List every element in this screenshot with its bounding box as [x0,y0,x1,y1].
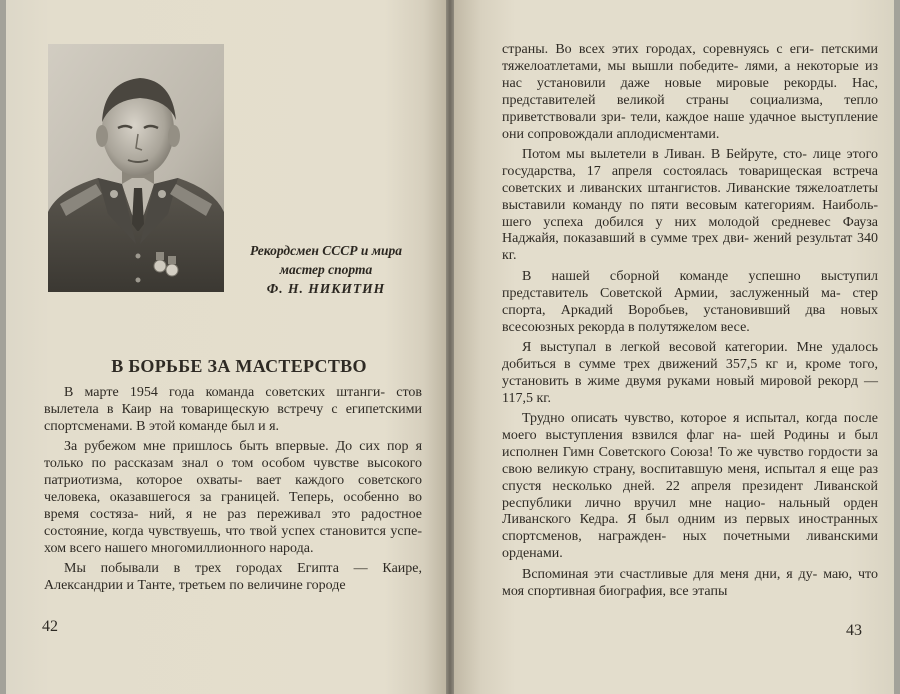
paragraph [44,561,422,595]
paragraph [502,147,878,265]
text-line: два новых всесоюзных рекорда в полутяжелом [502,302,879,335]
paragraph [44,439,422,557]
text-line: страну, воспитавшую меня, испытал я еще раз [593,461,878,477]
right-page [454,0,894,694]
text-line: весе. [720,319,750,335]
text-line: Александрии и Танте, третьем по величине городе [44,577,346,593]
page-number: 43 [846,622,862,639]
text-line: За рубежом мне пришлось быть впервые. До [64,439,353,455]
text-line: новый мировой рекорд — 117,5 кг. [502,373,878,406]
text-line: Потом мы вылетели в Ливан. В Бейруте, сто- [522,146,807,162]
text-line: Мы побывали в трех городах Египта — Каире, [64,561,422,577]
page-number: 42 [42,618,58,635]
text-line: штангистов. Ливанские тяжелоатлеты выставили [502,180,878,213]
text-line: спустя несколько дней. 22 апреля президент [502,478,804,494]
text-line: и, кроме того, установить в жиме двумя руками [502,356,878,389]
paragraph [502,269,878,337]
text-line: мировые рекорды. Нас, представителей великой [502,75,878,108]
text-line: стов вылетела в Каир на товарищескую встречу [44,385,422,417]
paragraph [502,340,878,408]
text-line: хом всего нашего многомиллионного народа. [44,540,314,556]
text-line: лями, а некоторые из нас установили даже новые [502,58,879,91]
author-portrait-photo [48,44,224,292]
text-line: шего успеха добился у них молодой средневес [502,214,831,230]
text-line: петскими тяжелоатлетами, мы вышли победите- [502,42,878,74]
text-line: Вспоминая эти счастливые для меня дни, я ду- [522,566,818,582]
text-line: ний, я не раз переживал это радостное состояние, [44,506,423,539]
paragraph [502,42,878,143]
text-line: Я выступал в легкой весовой категории. Мне [522,339,823,355]
paragraph [44,385,422,436]
chapter-title: В БОРЬБЕ ЗА МАСТЕРСТВО [111,356,367,376]
text-line: представитель Советской Армии, заслуженный ма- [502,285,841,301]
text-line: Ливанской республики лично вручил мне нацио- [502,478,879,511]
text-line: с египетскими спортсменами. В этой команде [44,401,423,434]
left-page-body [44,385,422,595]
text-line: ных почетными ливанскими орденами. [502,529,879,562]
text-line: когда после моего выступления взвился флаг на- [502,411,878,443]
text-line: чувстве высокого патриотизма, которое охваты- [44,456,422,489]
caption-rank: мастер спорта [279,262,373,277]
text-line: Фауза Наджайя, показавший в сумме трех дви- [502,214,879,247]
text-line: за границей. Теперь, особенно во время состяза- [44,489,423,522]
text-line: страны социализма, тепло приветствовали зри- [502,92,879,125]
text-line: товарищеская встреча советских и ливанских [502,163,878,196]
text-line: жений результат 340 кг. [502,231,879,264]
text-line: удалось добиться в сумме трех движений 357,5 кг [502,339,878,372]
right-page-body [502,42,878,601]
text-line: сих пор я только по рассказам знал о том особом [44,439,423,472]
text-line: команду по пяти весовым категориям. Наиболь- [572,197,878,213]
caption-title: Рекордсмен СССР и мира [250,243,402,258]
text-line: тели, каждое наше удачное выступление они [502,109,878,142]
text-line: сопровождали аплодисментами. [527,126,720,142]
text-line: когда чувствуешь, что твой успех становится успе- [112,523,423,539]
paragraph [502,411,878,563]
text-line: страны. Во всех этих городах, соревнуясь с еги- [502,42,814,57]
text-line: В нашей сборной команде успешно выступил [522,268,878,284]
text-line: лице этого государства, 17 апреля состоялась [502,146,879,179]
text-line: вает каждого советского человека, оказавшегося [44,473,422,505]
text-line: стер спорта, Аркадий Воробьев, установивший [502,285,879,318]
text-line: маю, что моя спортивная биография, все этапы [502,566,878,599]
paragraph [502,567,878,601]
text-line: из первых иностранных спортсменов, награжден- [502,512,878,545]
text-line: нальный орден Ливанского Кедра. Я был одним [502,495,879,528]
text-line: шей Родины и был исполнен Гимн Советского [502,427,878,460]
caption-athlete-name: Ф. Н. НИКИТИН [266,281,386,296]
left-page [6,0,446,694]
book-gutter [446,0,454,694]
text-line: В марте 1954 года команда советских штанги- [64,385,386,400]
text-line: Союза! То же чувство гордости за свою великую [502,444,878,477]
text-line: был и я. [231,418,280,434]
photo-caption [228,241,424,298]
text-line: Трудно описать чувство, которое я испытал, [522,411,800,427]
